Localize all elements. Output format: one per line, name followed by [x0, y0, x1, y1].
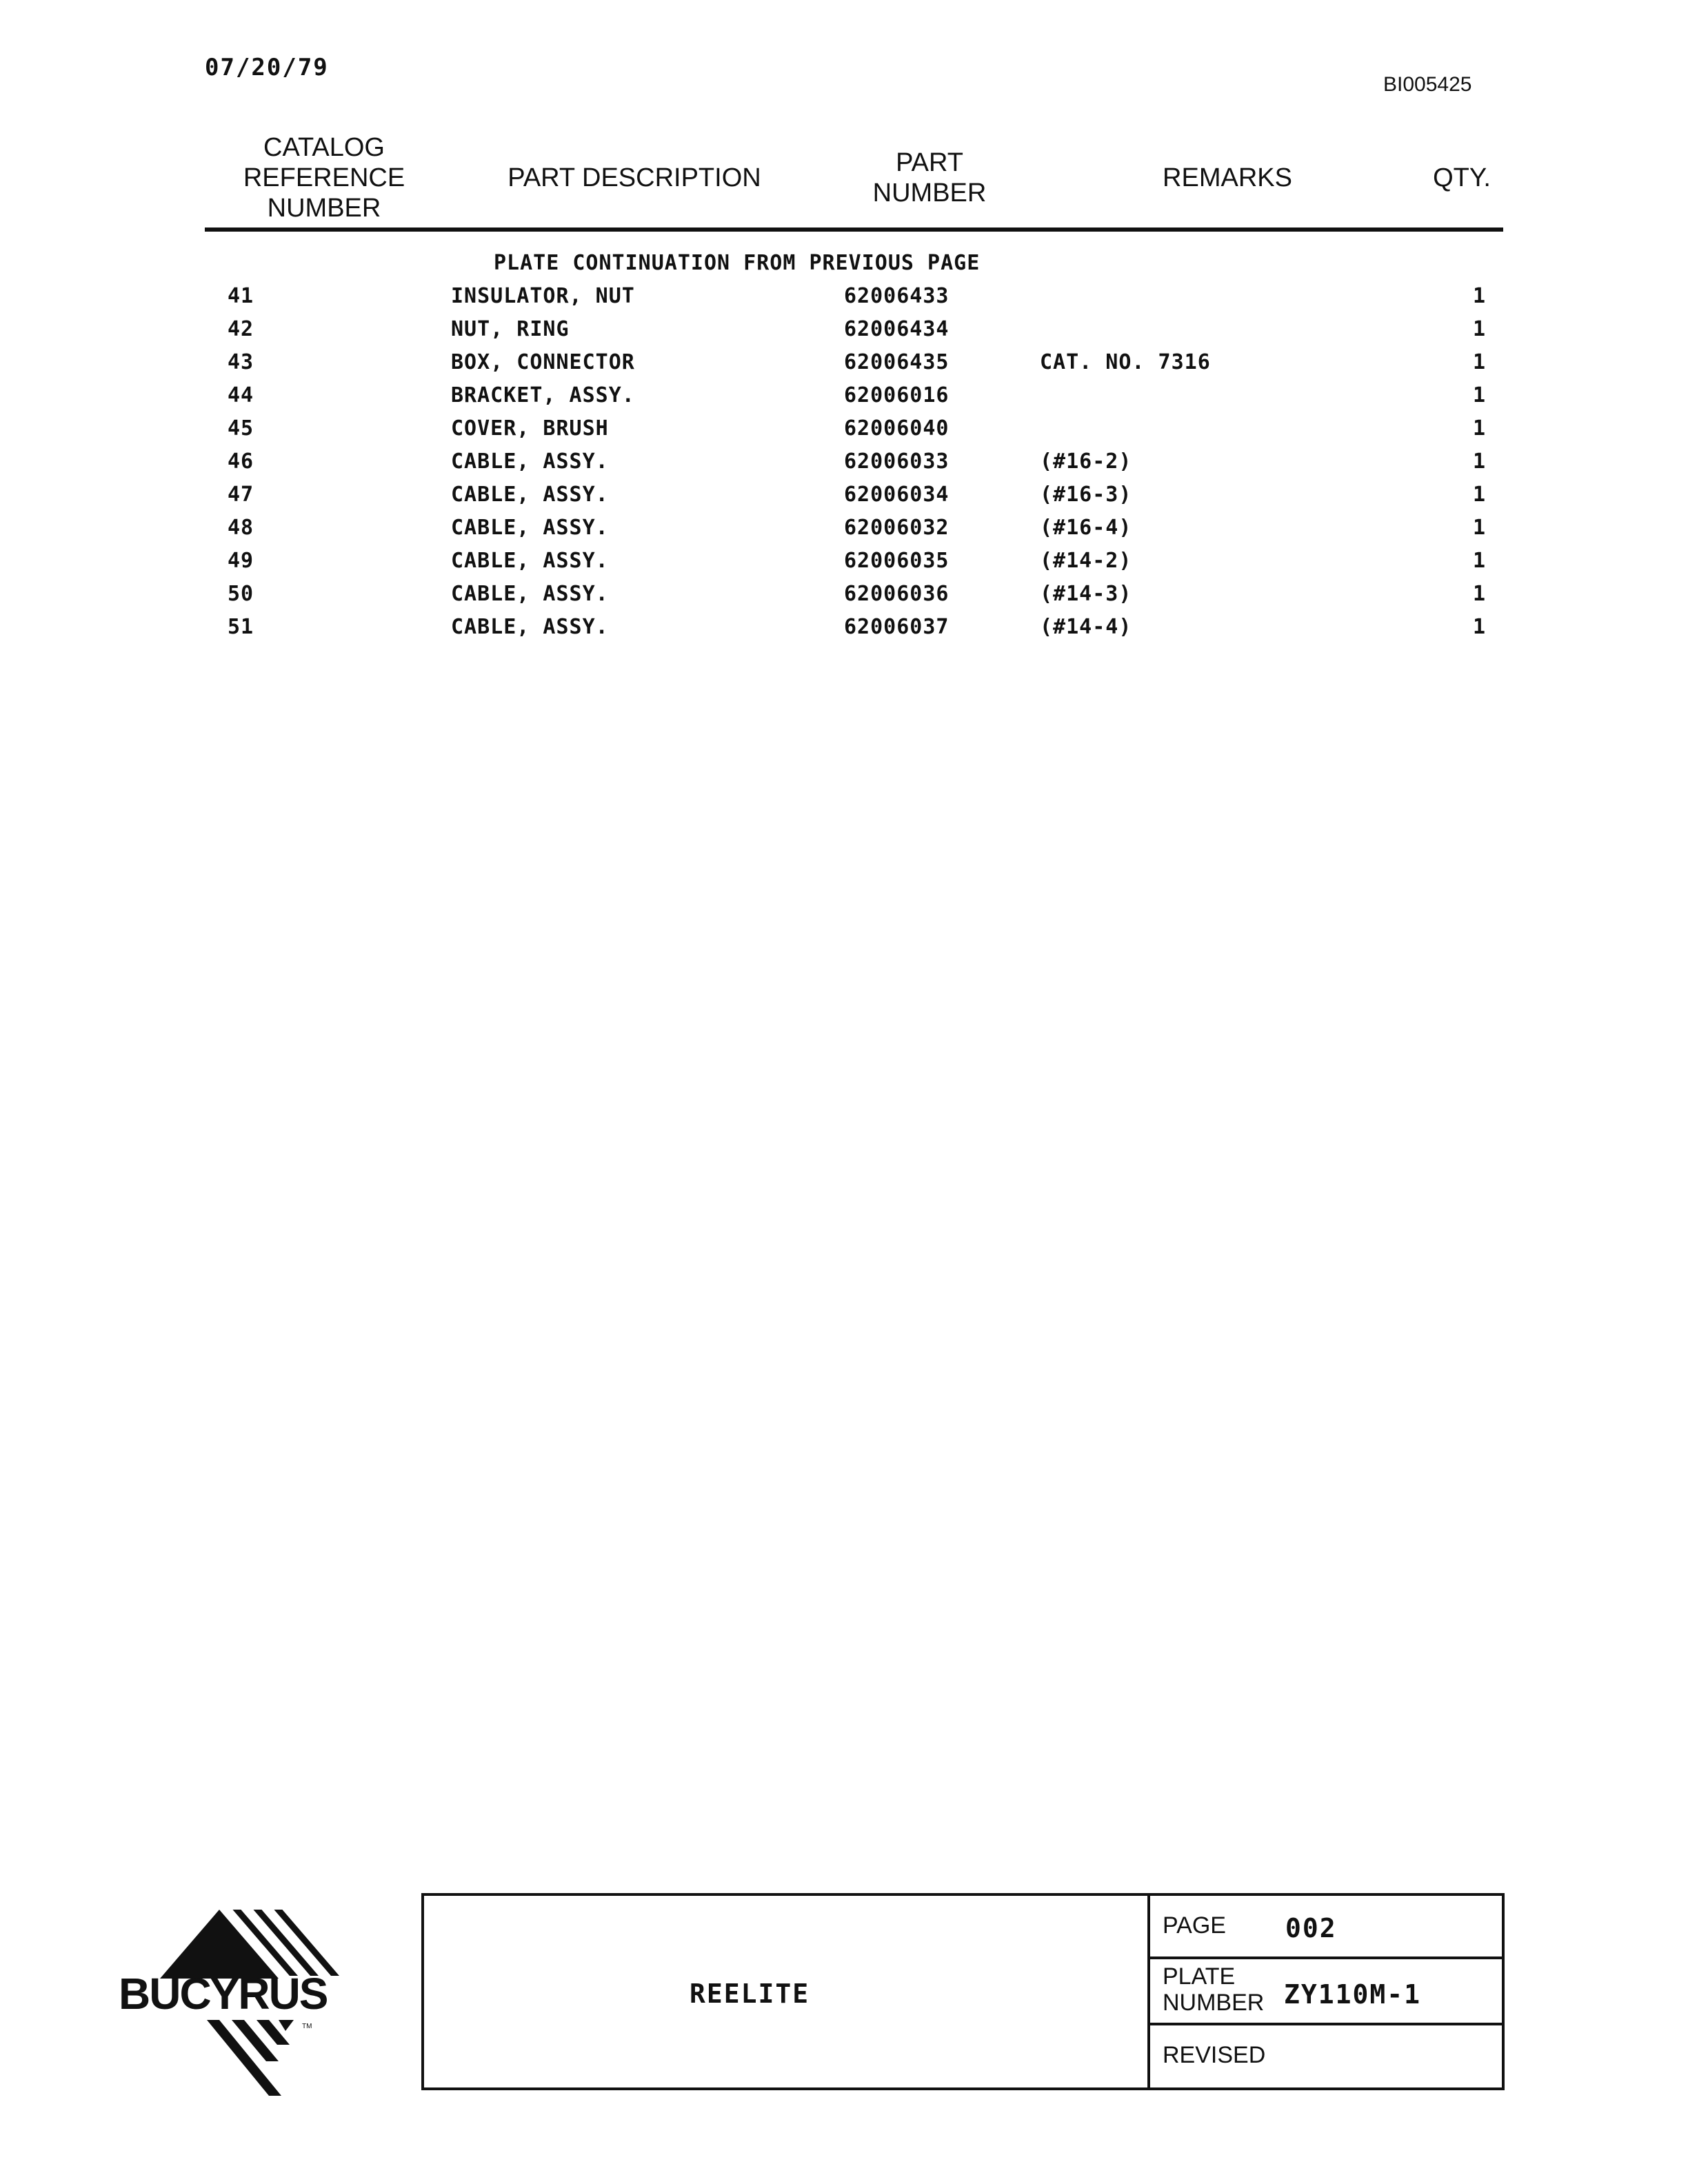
row-ref-number: 46 — [228, 449, 254, 474]
row-ref-number: 42 — [228, 317, 254, 341]
plate-number-label-line: NUMBER — [1163, 1990, 1265, 2016]
column-header-catalog-line: REFERENCE — [243, 163, 405, 192]
logo-triangle-icon — [160, 1910, 339, 1979]
column-header-part-description: PART DESCRIPTION — [508, 163, 761, 192]
plate-title: REELITE — [690, 1979, 810, 2009]
logo-wordmark: BUCYRUS — [119, 1969, 328, 2019]
row-part-description: INSULATOR, NUT — [451, 284, 635, 308]
row-qty: 1 — [1473, 449, 1487, 474]
row-qty: 1 — [1473, 483, 1487, 507]
row-qty: 1 — [1473, 350, 1487, 374]
row-qty: 1 — [1473, 284, 1487, 308]
row-part-number: 62006033 — [844, 449, 950, 474]
plate-number-label — [1163, 1963, 1280, 2016]
row-qty: 1 — [1473, 615, 1487, 639]
row-part-number: 62006434 — [844, 317, 950, 341]
row-part-description: CABLE, ASSY. — [451, 615, 609, 639]
column-header-qty: QTY. — [1433, 163, 1491, 192]
row-ref-number: 47 — [228, 483, 254, 507]
row-part-number: 62006016 — [844, 383, 950, 407]
row-part-description: NUT, RING — [451, 317, 570, 341]
row-part-description: BRACKET, ASSY. — [451, 383, 635, 407]
row-qty: 1 — [1473, 317, 1487, 341]
row-remarks: (#16-4) — [1040, 516, 1132, 540]
row-part-description: CABLE, ASSY. — [451, 549, 609, 573]
row-remarks: (#14-2) — [1040, 549, 1132, 573]
column-header-part-number — [840, 148, 1019, 208]
bucyrus-logo — [116, 1910, 405, 2110]
row-part-description: COVER, BRUSH — [451, 416, 609, 441]
row-part-description: CABLE, ASSY. — [451, 483, 609, 507]
row-qty: 1 — [1473, 383, 1487, 407]
plate-number-label-line: PLATE — [1163, 1963, 1236, 1990]
document-id: BI005425 — [1383, 73, 1472, 96]
row-part-description: CABLE, ASSY. — [451, 449, 609, 474]
logo-stripes-icon — [207, 2020, 294, 2096]
row-part-number: 62006040 — [844, 416, 950, 441]
column-header-remarks: REMARKS — [1163, 163, 1292, 192]
row-part-number: 62006435 — [844, 350, 950, 374]
logo-trademark: TM — [302, 2023, 312, 2030]
column-header-catalog-reference — [228, 132, 421, 223]
row-part-number: 62006034 — [844, 483, 950, 507]
row-ref-number: 41 — [228, 284, 254, 308]
row-qty: 1 — [1473, 416, 1487, 441]
row-part-description: CABLE, ASSY. — [451, 582, 609, 606]
row-remarks: CAT. NO. 7316 — [1040, 350, 1211, 374]
column-header-catalog-line: CATALOG — [263, 133, 385, 162]
row-part-number: 62006035 — [844, 549, 950, 573]
plate-number: ZY110M-1 — [1284, 1979, 1422, 2010]
column-header-catalog-line: NUMBER — [267, 194, 381, 223]
row-part-number: 62006433 — [844, 284, 950, 308]
row-part-description: CABLE, ASSY. — [451, 516, 609, 540]
row-qty: 1 — [1473, 549, 1487, 573]
row-ref-number: 43 — [228, 350, 254, 374]
row-remarks: (#14-3) — [1040, 582, 1132, 606]
row-remarks: (#16-2) — [1040, 449, 1132, 474]
row-remarks: (#16-3) — [1040, 483, 1132, 507]
row-part-number: 62006037 — [844, 615, 950, 639]
row-ref-number: 48 — [228, 516, 254, 540]
row-qty: 1 — [1473, 516, 1487, 540]
title-block-divider — [1147, 1893, 1150, 2090]
row-part-number: 62006032 — [844, 516, 950, 540]
row-part-number: 62006036 — [844, 582, 950, 606]
column-header-part-line: PART — [896, 148, 963, 177]
column-header-part-line: NUMBER — [872, 179, 987, 208]
row-remarks: (#14-4) — [1040, 615, 1132, 639]
title-block-rule — [1147, 1957, 1505, 1959]
row-ref-number: 44 — [228, 383, 254, 407]
revised-label: REVISED — [1163, 2042, 1266, 2068]
continuation-note: PLATE CONTINUATION FROM PREVIOUS PAGE — [494, 251, 981, 275]
page-number: 002 — [1285, 1913, 1337, 1943]
row-qty: 1 — [1473, 582, 1487, 606]
title-block-rule — [1147, 2023, 1505, 2025]
row-ref-number: 49 — [228, 549, 254, 573]
row-ref-number: 50 — [228, 582, 254, 606]
document-date: 07/20/79 — [205, 54, 329, 81]
row-ref-number: 45 — [228, 416, 254, 441]
header-rule — [205, 228, 1503, 232]
page-label: PAGE — [1163, 1912, 1226, 1939]
row-part-description: BOX, CONNECTOR — [451, 350, 635, 374]
row-ref-number: 51 — [228, 615, 254, 639]
